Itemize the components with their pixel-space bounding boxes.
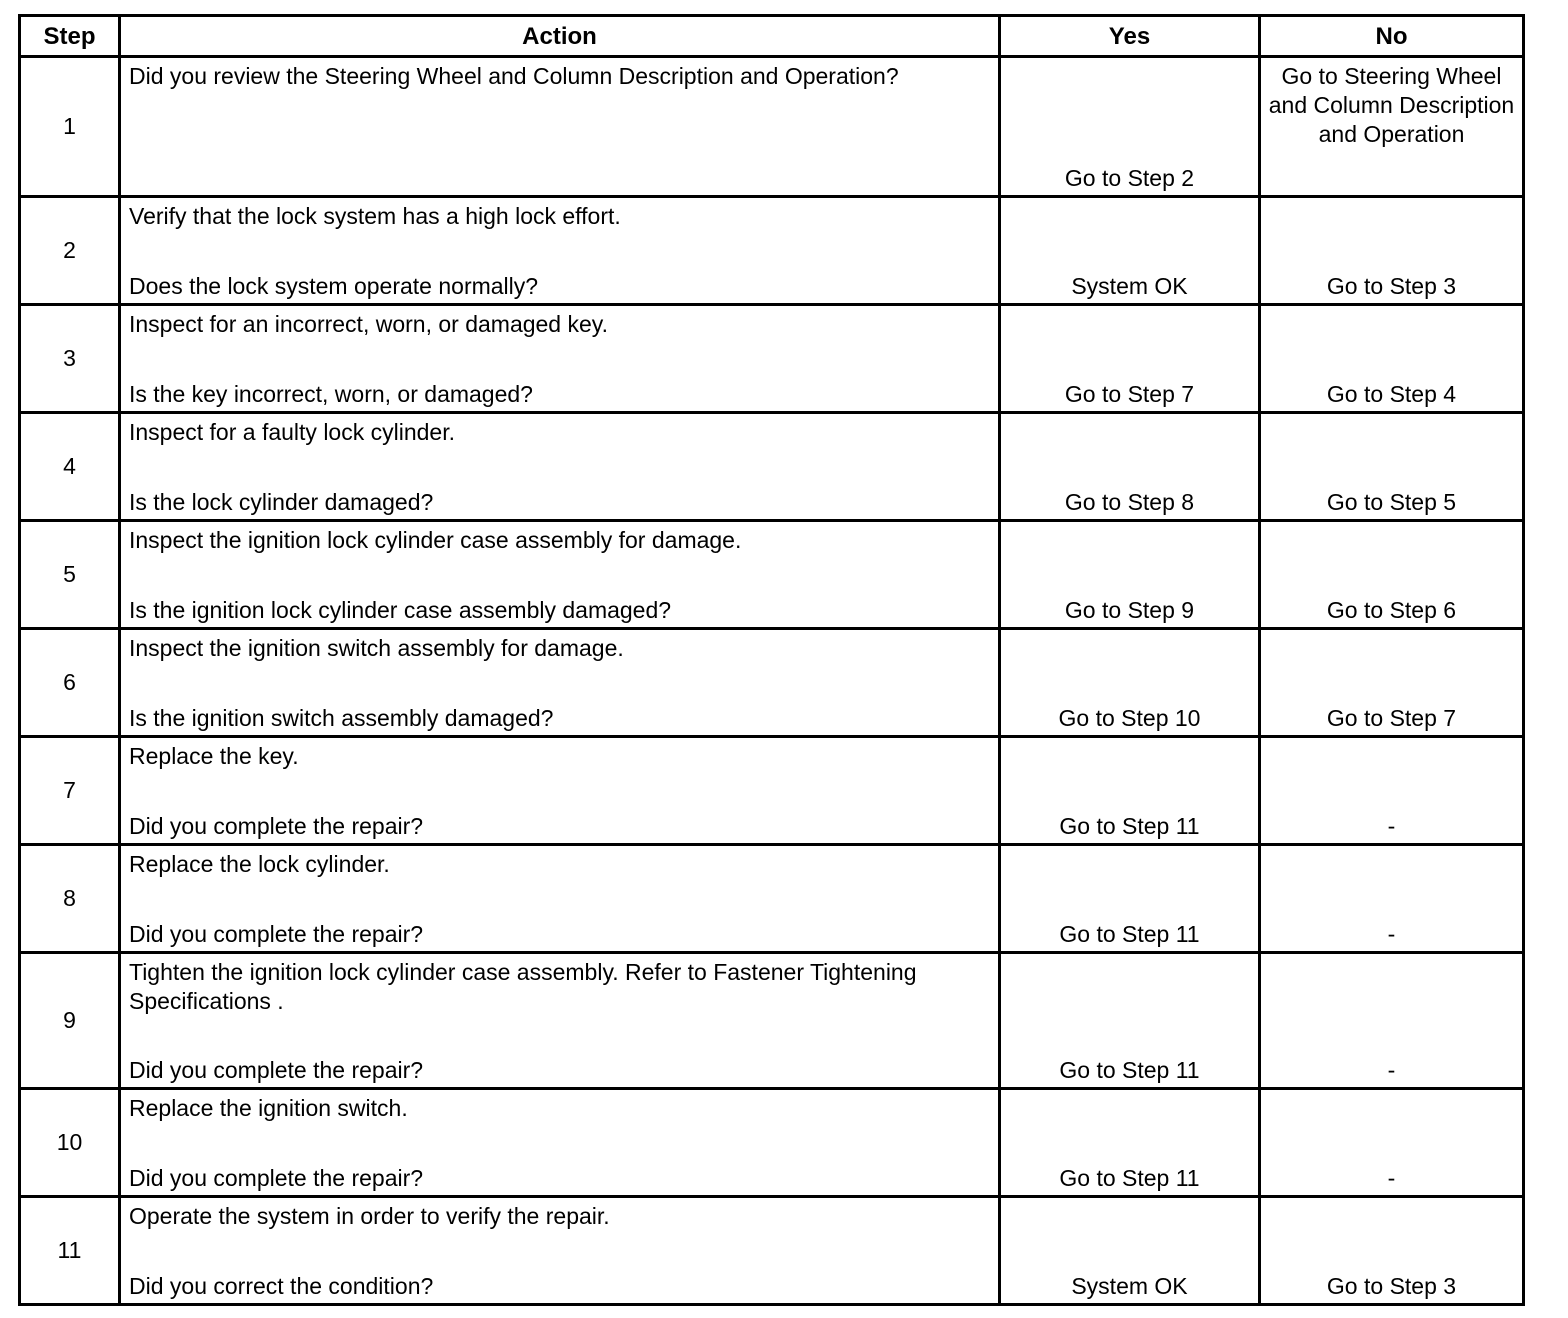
action-cell <box>120 629 1000 737</box>
step-number: 9 <box>20 953 120 1089</box>
action-content <box>129 738 990 843</box>
action-text: Inspect the ignition switch assembly for damage. <box>129 635 624 661</box>
table-row <box>20 629 1524 737</box>
action-cell <box>120 521 1000 629</box>
yes-cell: System OK <box>1000 197 1260 305</box>
action-cell <box>120 845 1000 953</box>
step-number: 6 <box>20 629 120 737</box>
action-text: Replace the key. <box>129 743 299 769</box>
yes-cell: Go to Step 7 <box>1000 305 1260 413</box>
yes-cell: Go to Step 9 <box>1000 521 1260 629</box>
question-text: Did you complete the repair? <box>129 921 424 947</box>
step-number: 11 <box>20 1197 120 1305</box>
action-cell <box>120 197 1000 305</box>
table-row <box>20 1197 1524 1305</box>
table-row <box>20 845 1524 953</box>
yes-cell: Go to Step 11 <box>1000 845 1260 953</box>
question-text: Did you complete the repair? <box>129 1057 424 1083</box>
no-cell: - <box>1260 953 1524 1089</box>
yes-cell: Go to Step 10 <box>1000 629 1260 737</box>
action-content <box>129 954 990 1087</box>
question-text: Is the ignition switch assembly damaged? <box>129 705 554 731</box>
no-cell: Go to Step 5 <box>1260 413 1524 521</box>
table-row <box>20 521 1524 629</box>
action-cell <box>120 737 1000 845</box>
table-row <box>20 953 1524 1089</box>
yes-cell: Go to Step 11 <box>1000 1089 1260 1197</box>
table-row <box>20 197 1524 305</box>
action-text: Replace the ignition switch. <box>129 1095 408 1121</box>
question-text: Does the lock system operate normally? <box>129 273 539 299</box>
action-cell <box>120 413 1000 521</box>
no-cell: - <box>1260 1089 1524 1197</box>
step-number: 3 <box>20 305 120 413</box>
no-cell: Go to Steering Wheel and Column Description and Operation <box>1260 57 1524 197</box>
action-text: Tighten the ignition lock cylinder case assembly. Refer to Fastener Tightening Specifications . <box>129 959 917 1014</box>
action-content <box>129 1198 990 1303</box>
step-number: 5 <box>20 521 120 629</box>
table-header <box>20 16 1524 57</box>
question-text: Did you correct the condition? <box>129 1273 434 1299</box>
header-yes: Yes <box>1000 16 1260 57</box>
question-text: Did you complete the repair? <box>129 813 424 839</box>
step-number: 1 <box>20 57 120 197</box>
action-cell <box>120 305 1000 413</box>
action-text: Replace the lock cylinder. <box>129 851 390 877</box>
question-text: Is the lock cylinder damaged? <box>129 489 434 515</box>
no-cell: Go to Step 7 <box>1260 629 1524 737</box>
table-row <box>20 737 1524 845</box>
header-step: Step <box>20 16 120 57</box>
table-row <box>20 305 1524 413</box>
action-content <box>129 846 990 951</box>
action-text: Inspect for a faulty lock cylinder. <box>129 419 455 445</box>
table-row <box>20 1089 1524 1197</box>
action-content <box>129 630 990 735</box>
action-text: Operate the system in order to verify the repair. <box>129 1203 610 1229</box>
action-content <box>129 198 990 303</box>
header-no: No <box>1260 16 1524 57</box>
table-row <box>20 57 1524 197</box>
diagnostic-table <box>18 14 1525 1306</box>
action-cell <box>120 1197 1000 1305</box>
step-number: 2 <box>20 197 120 305</box>
yes-cell: Go to Step 2 <box>1000 57 1260 197</box>
action-content <box>129 306 990 411</box>
action-content <box>129 414 990 519</box>
no-cell: Go to Step 4 <box>1260 305 1524 413</box>
step-number: 7 <box>20 737 120 845</box>
no-cell: - <box>1260 845 1524 953</box>
action-text: Inspect for an incorrect, worn, or damaged key. <box>129 311 608 337</box>
no-cell: Go to Step 3 <box>1260 197 1524 305</box>
action-text: Did you review the Steering Wheel and Column Description and Operation? <box>129 63 899 89</box>
yes-cell: Go to Step 8 <box>1000 413 1260 521</box>
question-text: Is the ignition lock cylinder case assembly damaged? <box>129 597 672 623</box>
action-content <box>129 522 990 627</box>
step-number: 8 <box>20 845 120 953</box>
question-text: Is the key incorrect, worn, or damaged? <box>129 381 533 407</box>
table-body <box>20 57 1524 1305</box>
action-cell <box>120 1089 1000 1197</box>
question-text: Did you complete the repair? <box>129 1165 424 1191</box>
yes-cell: Go to Step 11 <box>1000 737 1260 845</box>
yes-cell: System OK <box>1000 1197 1260 1305</box>
step-number: 4 <box>20 413 120 521</box>
no-cell: Go to Step 3 <box>1260 1197 1524 1305</box>
no-cell: - <box>1260 737 1524 845</box>
yes-cell: Go to Step 11 <box>1000 953 1260 1089</box>
action-content <box>129 1090 990 1195</box>
action-text: Inspect the ignition lock cylinder case assembly for damage. <box>129 527 742 553</box>
no-cell: Go to Step 6 <box>1260 521 1524 629</box>
action-text: Verify that the lock system has a high lock effort. <box>129 203 621 229</box>
table-row <box>20 413 1524 521</box>
action-cell <box>120 57 1000 197</box>
header-action: Action <box>120 16 1000 57</box>
header-row <box>20 16 1524 57</box>
action-content <box>129 58 990 195</box>
step-number: 10 <box>20 1089 120 1197</box>
action-cell <box>120 953 1000 1089</box>
